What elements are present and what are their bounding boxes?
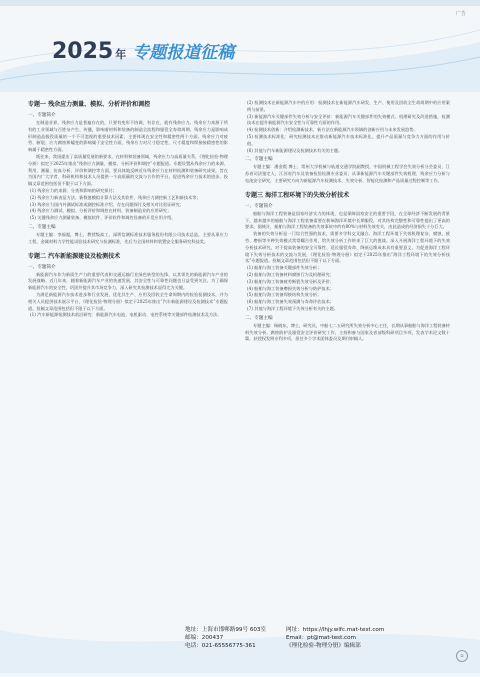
list-item: (5) 船舶与海工装备焊接结构失效分析； bbox=[247, 292, 322, 298]
paragraph: 既往来，我国提出了高质量发展的新要求，在材料和装备领域，残余应力与高质量关系，《理化检验-物理分册》拟定于2025年推出“残余应力测量、模拟、分析评价和调控”专题报道。专题设置从残余应力的来源、利用、测量、仿真分析、评价和调控等方面，要具体地反映近年残余应力在材料检测和装备研究成果，旨在为国内广大学者、科研机构和技术人员提供一个高质量的交流与合作的平台，促进残余应力技术的进步。投稿文章范围包括但不限于以下方面。 bbox=[28, 153, 228, 187]
paragraph: 在制造业界，残余应力是普遍存在的，只要有变形不协调，有存在，就有残余应力。残余应力来源于所有的工业领域与百姓杂产生、传播，影响着材料和装备的制造全流程和服役全寿命周期。残余应力是影响成形制造品服役质量的一个不可忽视的重要技术因素，主要体现在安全性和精密性两个方面。残余应力对疲劳、断裂、应力腐蚀和蠕变的影响属于安全性方面，残余应力对尺寸稳定性、尺寸精度和焊接接精密性的影响属于精密性方面。 bbox=[28, 120, 228, 153]
title-year: 2025 bbox=[52, 39, 114, 64]
topic-1 bbox=[28, 100, 228, 246]
page-number: ① bbox=[456, 650, 468, 662]
list-item: (2) 检测技术在新能源汽车中的应用：检测技术在新能源汽车研发、生产、使用及回收全生命周期中的应用案例与前景。 bbox=[247, 100, 450, 112]
topic-3 bbox=[245, 191, 450, 343]
list-item: (2) 残余应力新表征方法、新数值模拟计算方法及其软件、残余应力测控新工艺和新技术等； bbox=[30, 194, 201, 200]
list-item: (5) 关键残余应力测量装备、模拟软件、评价软件和调控设备的开发应用介绍。 bbox=[30, 215, 176, 221]
footer-contact-right bbox=[286, 626, 384, 650]
topic-3-editor-heading: 二、专题主编 bbox=[245, 315, 273, 321]
paragraph: 新能源汽车作为新质生产力的重要代表和交通运输行业绿色转型的先锋，以其领先的新能源汽车产业的发展战略。近几年来，随着新能源汽车产业的快速发展，其安全性与可靠性问题也日益受到关注。为了确保新能源汽车的安全性，巩固并提升其市场竞争力，深入研究其检测技术显得尤为关键。 bbox=[28, 271, 228, 291]
title-subtitle: 专题报道征稿 bbox=[132, 43, 235, 63]
footer-website[interactable]: 网址：https://lhjy.wlfc.mat-test.com bbox=[286, 627, 385, 633]
paragraph: 专题主编：潘金霞 博士，常州大学机械与轨道交通学院副教授，中国机械工程学会失效分析分会委员，江苏省司法鉴定人，江苏省汽车及装备检验检测专业委员；从事新能源汽车关键部件失效机理、残余应力分析与电池安全研究，主要研究方向为新能源汽车检测技术、失效分析、智能化检测和产品质量过程控制等工作。 bbox=[245, 164, 450, 183]
list-item: (2) 船舶与海工装备材料腐蚀行为及机理研究； bbox=[247, 271, 334, 277]
list-item: (1) 残余应力的来源、分类和影响的研究探讨； bbox=[30, 187, 117, 193]
topic-3-heading: 专题三 海洋工程环境下的失效分析技术 bbox=[245, 191, 350, 199]
topic-2-heading: 专题二 汽车新能源建设及检测技术 bbox=[28, 252, 121, 260]
topic-1-editor-heading: 二、专题主编 bbox=[28, 224, 56, 230]
list-item: (4) 船舶与海工装备磨损失效分析与防护技术； bbox=[247, 285, 334, 291]
topic-2-editor-heading: 二、专题主编 bbox=[245, 157, 273, 163]
paragraph: 专题主编：杨晓东，博士，研究员，中船七二五研究所失效分析中心主任，长期从事船舶与海洋工程装备材料失效分析、腐蚀防护及服役安全评价研究工作，主持和参与国家及省部级科研项目多项，发表学术论文数十篇，获授权发明专利多项，担任多个学术团体委员及期刊审稿人。 bbox=[245, 322, 450, 342]
list-item: (1) 船舶与海工装备关键部件失效分析； bbox=[247, 265, 322, 271]
paragraph: 为满足新能源汽车技术进步和行业发展，优化其生产、应用及回收全生命周期内的检验检测技术，并为相关人员提供技术展示平台，《理化检验-物理分册》拟定于2025年推出“汽车新能源建设及检测技术”专题报道。投稿文章范围包括但不限于以下方面。 bbox=[28, 291, 228, 311]
list-item: (7) 其他与海洋工程环境下失效分析有关的主题。 bbox=[247, 305, 339, 311]
paragraph: 船舶与海洋工程装备是国家经济实力的体现，也是保障国家安全的重要手段，在全球经济不断发展的背景下，越来越多的船舶与海洋工程装备需要在极端海洋环境中长期服役，对其结构完整性和可靠性提出了更高的要求。据统计，船舶与海洋工程装备的失效事故中约有80%与材料失效有关，由此造成的经济损失十分巨大。 bbox=[245, 210, 450, 230]
top-band bbox=[0, 0, 480, 6]
footer-contact-left bbox=[185, 626, 266, 650]
page-title bbox=[52, 38, 234, 64]
list-item: (3) 船舶与海工装备疲劳断裂失效分析及评价； bbox=[247, 278, 334, 284]
footer-phone: 电话：021-65556775-361 bbox=[185, 643, 256, 649]
topic-2-intro-heading: 一、专题简介 bbox=[28, 264, 56, 270]
right-column bbox=[245, 100, 450, 349]
list-item: (3) 新能源汽车关键部件失效分析与安全评价：新能源汽车关键部件的失效模式、机理研究及改进措施，检测技术在提升新能源汽车安全性与可靠性方面的作用。 bbox=[247, 113, 450, 126]
topic-3-intro-heading: 一、专题简介 bbox=[245, 203, 273, 209]
topic-1-heading: 专题一 残余应力测量、模拟、分析评价和调控 bbox=[28, 101, 151, 108]
topic-2 bbox=[28, 252, 228, 320]
left-column bbox=[28, 100, 228, 325]
list-item: (1) 汽车新能源检测技术前沿研究：新能源汽车电池、电机驱动、电控系统等关键部件检测技术及方法。 bbox=[30, 312, 222, 318]
list-item: (6) 船舶与海工装备失效预测与寿命评估技术； bbox=[247, 299, 334, 305]
footer-address: 地址：上海市邯郸路99号 603室 bbox=[185, 627, 267, 633]
topic-2-continued bbox=[245, 100, 450, 185]
title-nian: 年 bbox=[115, 48, 127, 61]
paragraph: 专题主编：李福超，博士，教授级高工，深圳信测标准技术服务股份有限公司技术总监，主要从事应力工程、金属材料力学性能试验技术研究与检测标准，先后为全国材料和装置安全服务研究科技奖。 bbox=[28, 231, 228, 244]
footer-editor: 《理化检验-物理分册》编辑部 bbox=[286, 643, 361, 649]
list-item: (4) 检测技术创新：介绍检测新技术、新方法在新能源汽车领域的创新应用与未来发展趋势。 bbox=[247, 127, 418, 133]
list-item: (3) 残余应力国内外测试标准或测控标准介绍、存在问题探讨及相关对比验证研究； bbox=[30, 201, 184, 207]
ad-tag: 广告 bbox=[455, 11, 466, 17]
list-item: (5) 检测技术标准化：研究检测技术在推动新能源汽车技术标准化、提升产品质量与竞争力方面的作用与价值。 bbox=[247, 133, 450, 146]
footer-email[interactable]: Email：pt@mat-test.com bbox=[286, 635, 357, 641]
footer-postcode: 邮编：200437 bbox=[185, 635, 224, 641]
list-item: (4) 残余应力测试、模拟、分析评价和调控在材料、装备制造业的应用研究； bbox=[30, 208, 172, 214]
list-item: (6) 其他与汽车新能源建设及检测技术有关的主题。 bbox=[247, 147, 343, 153]
paragraph: 装备的失效分析是一门综合性强的技术，需要多学科交叉融合。海洋工程环境下失效机理复杂，腐蚀、疲劳、磨损等多种失效模式常常耦合作用，给失效分析工作带来了巨大的挑战。深入开展海洋工程环境下的失效分析技术研究，对于提高装备的安全可靠性、延长服役寿命、降低运维成本具有重要意义。为促进海洋工程环境下失效分析技术的交流与发展，《理化检验-物理分册》拟定于2025年推出“海洋工程环境下的失效分析技术”专题报道。投稿文章范围包括但不限于以下方面。 bbox=[245, 231, 450, 264]
topic-1-intro-heading: 一、专题简介 bbox=[28, 113, 56, 118]
